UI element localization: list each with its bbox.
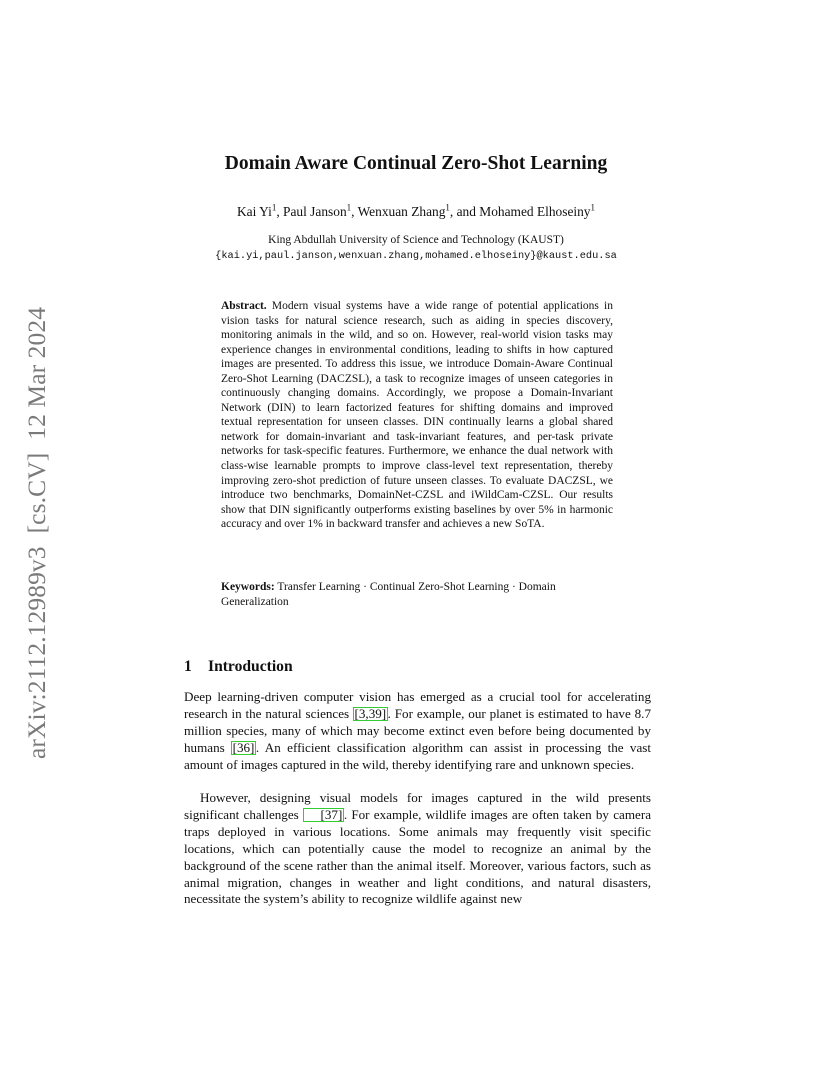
author-name: Kai Yi <box>236 204 272 219</box>
affiliation: King Abdullah University of Science and Technology (KAUST) <box>268 234 564 246</box>
author-emails: {kai.yi,paul.janson,wenxuan.zhang,mohamed.elhoseiny}@kaust.edu.sa <box>215 250 617 262</box>
paragraph-text: However, designing visual models for images captured in the wild presents significant challenges <box>184 790 651 822</box>
section-title: Introduction <box>208 658 293 675</box>
author-name: Paul Janson <box>283 204 347 219</box>
keywords <box>221 580 613 609</box>
paper-title: Domain Aware Continual Zero-Shot Learning <box>224 153 608 174</box>
affiliation-mark: 1 <box>445 202 450 213</box>
abstract-label: Abstract. <box>221 300 267 312</box>
paragraph-text: . An efficient classification algorithm can assist in processing the vast amount of images captured in the wild, thereby identifying rare and unknown species. <box>184 739 651 772</box>
author-separator: , <box>276 204 284 219</box>
section-number: 1 <box>184 658 192 675</box>
body-paragraph <box>184 689 651 774</box>
author-name: Mohamed Elhoseiny <box>479 204 591 219</box>
section-heading <box>184 657 293 677</box>
author-separator: , <box>351 204 358 219</box>
paragraph-text: . For example, our planet is estimated to have 8.7 million species, many of which may become extinct even before being documented by humans <box>184 705 651 755</box>
body-paragraph <box>184 790 651 908</box>
citation-link[interactable]: [37] <box>303 808 344 822</box>
abstract-text: Modern visual systems have a wide range of potential applications in vision tasks for natural science research, such as aiding in species discovery, monitoring animals in the wild, and so on. However, real-world vision tasks may experience changes in environmental conditions, leading to shifts in how captured images are presented. To address this issue, we introduce Domain-Aware Continual Zero-Shot Learning (DACZSL), a task to recognize images of unseen categories in continuously changing domains. Accordingly, we propose a Domain-Invariant Network (DIN) to learn factorized features for shifting domains and improved textual representation for unseen classes. DIN continually learns a global shared network for domain-invariant and task-invariant features, and per-task private networks for task-specific features. Furthermore, we enhance the dual network with class-wise learnable prompts to improve class-level text representation, thereby improving zero-shot prediction of future unseen classes. To evaluate DACZSL, we introduce two benchmarks, DomainNet-CZSL and iWildCam-CZSL. Our results show that DIN significantly outperforms existing baselines by over 5% in harmonic accuracy and over 1% in backward transfer and achieves a new SoTA. <box>221 300 613 531</box>
keywords-label: Keywords: <box>221 581 275 593</box>
arxiv-sidebar <box>19 283 55 759</box>
author-list <box>100 203 732 221</box>
author-separator: , and <box>449 204 480 219</box>
affiliation-mark: 1 <box>590 202 595 213</box>
paragraph-text: Deep learning-driven computer vision has emerged as a crucial tool for accelerating research in the natural sciences <box>184 689 651 721</box>
abstract <box>221 299 613 532</box>
paragraph-text: . For example, wildlife images are often taken by camera traps deployed in various locations. Some animals may frequently visit specific locations, which can potentially cause the model to recognize an animal by the background of the scene rather than the animal itself. Moreover, various factors, such as animal migration, changes in weather and light conditions, and natural disasters, necessitate the system’s ability to recognize wildlife against new <box>184 806 652 907</box>
affiliation-mark: 1 <box>346 202 352 213</box>
citation-link[interactable]: [3,39] <box>354 705 387 721</box>
citation-link[interactable]: [36] <box>232 739 255 755</box>
affiliation-mark: 1 <box>271 202 277 213</box>
arxiv-identifier: arXiv:2112.12989v3 [cs.CV] 12 Mar 2024 <box>22 306 51 759</box>
keywords-text: Transfer Learning · Continual Zero-Shot Learning · Domain Generalization <box>221 581 556 608</box>
author-name: Wenxuan Zhang <box>357 204 446 219</box>
